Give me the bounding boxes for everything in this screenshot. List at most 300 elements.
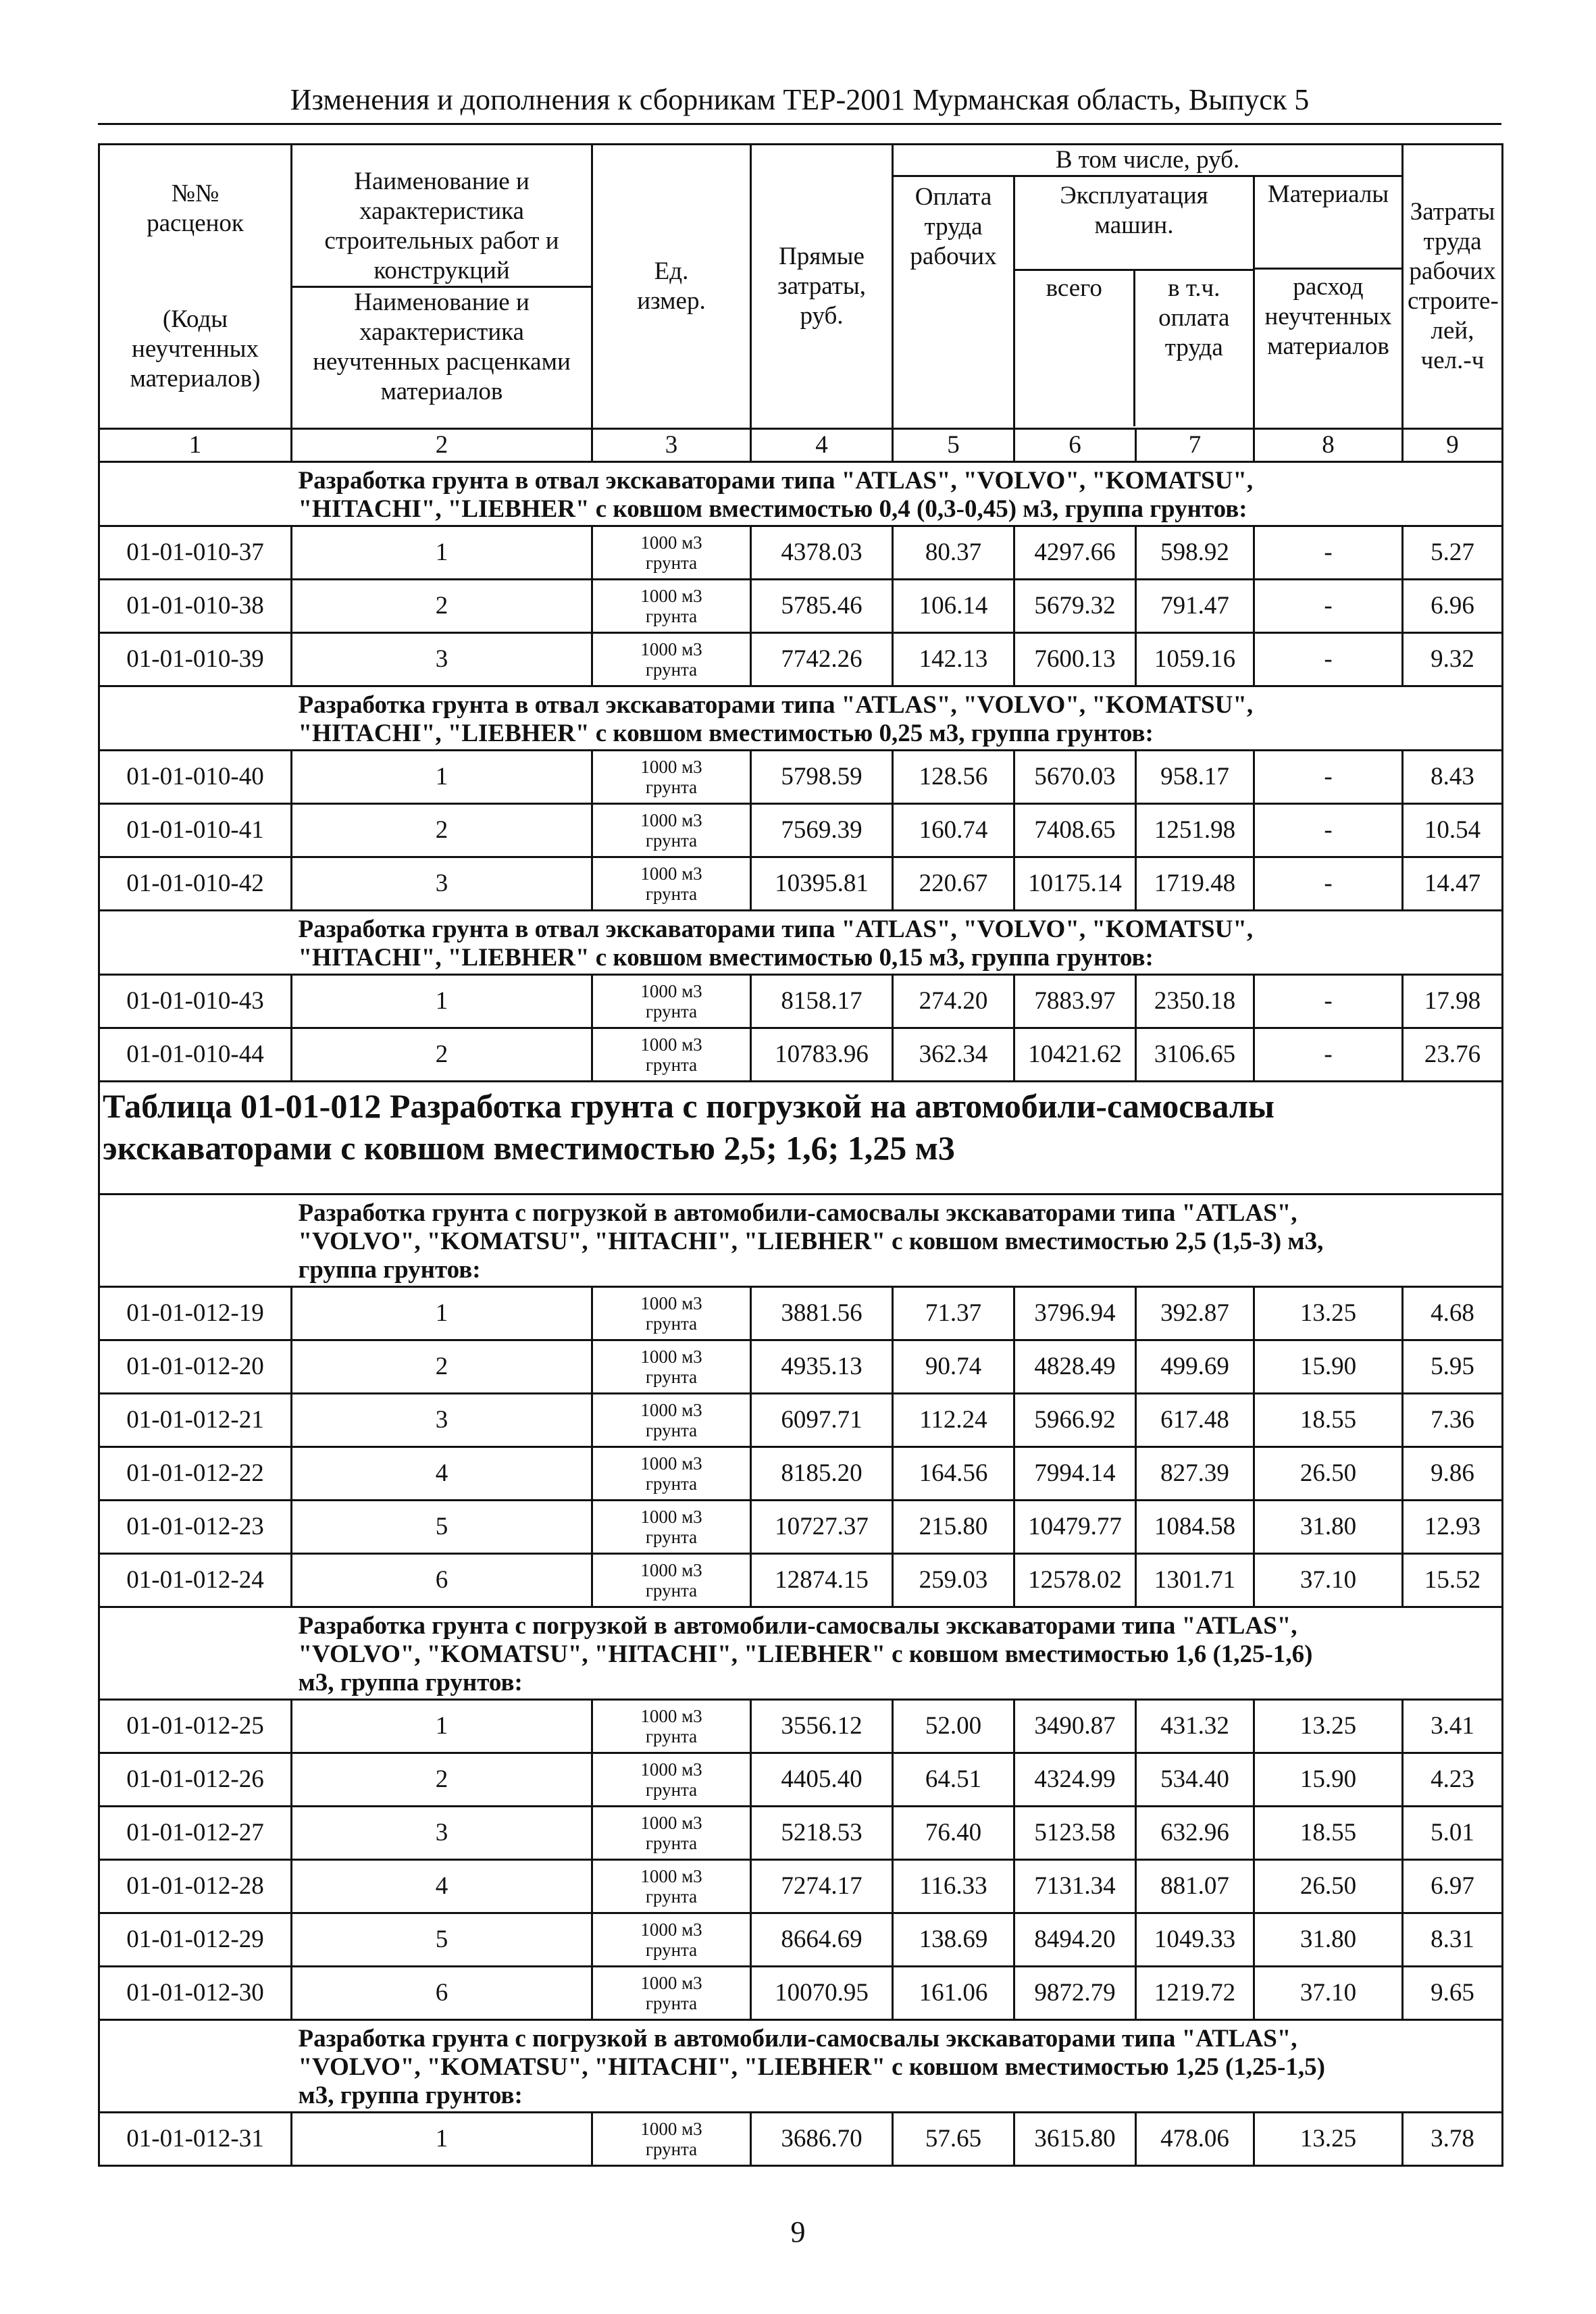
labor-hours: 4.23 <box>1403 1753 1503 1807</box>
rate-code: 01-01-010-39 <box>99 633 292 686</box>
unit-cell <box>592 1700 751 1753</box>
direct-cost: 10395.81 <box>751 857 893 911</box>
material-cost: 31.80 <box>1254 1913 1403 1967</box>
unit-bottom: грунта <box>645 777 698 797</box>
work-name: 1 <box>292 2113 592 2166</box>
work-name: 1 <box>292 526 592 580</box>
table-row <box>99 1554 1503 1607</box>
rate-code: 01-01-012-20 <box>99 1340 292 1394</box>
wage-cost: 71.37 <box>893 1287 1014 1340</box>
direct-cost: 4935.13 <box>751 1340 893 1394</box>
section-heading <box>292 1607 1503 1700</box>
machine-wage-cost: 3106.65 <box>1136 1028 1254 1082</box>
material-cost: - <box>1254 633 1403 686</box>
machine-cost: 3796.94 <box>1014 1287 1136 1340</box>
wage-cost: 164.56 <box>893 1447 1014 1501</box>
wage-cost: 106.14 <box>893 580 1014 633</box>
table-row <box>99 633 1503 686</box>
col-mach-total-header: всего <box>1015 271 1135 426</box>
labor-hours: 15.52 <box>1403 1554 1503 1607</box>
rate-code: 01-01-010-40 <box>99 751 292 804</box>
rate-code: 01-01-012-19 <box>99 1287 292 1340</box>
table-row <box>99 1287 1503 1340</box>
wage-cost: 215.80 <box>893 1501 1014 1554</box>
machine-wage-cost: 791.47 <box>1136 580 1254 633</box>
labor-hours: 4.68 <box>1403 1287 1503 1340</box>
machine-cost: 7600.13 <box>1014 633 1136 686</box>
unit-cell <box>592 1913 751 1967</box>
rate-code: 01-01-012-21 <box>99 1394 292 1447</box>
labor-hours: 12.93 <box>1403 1501 1503 1554</box>
section-heading <box>292 686 1503 751</box>
section-blank-cell <box>99 1194 292 1287</box>
table-row <box>99 1447 1503 1501</box>
header-rule <box>98 123 1501 125</box>
machine-wage-cost: 1251.98 <box>1136 804 1254 857</box>
table-row <box>99 580 1503 633</box>
work-name: 3 <box>292 1807 592 1860</box>
unit-top: 1000 м3 <box>640 1453 702 1474</box>
section-heading-row <box>99 911 1503 975</box>
unit-bottom: грунта <box>645 1726 698 1746</box>
page-number: 9 <box>790 2215 806 2248</box>
rate-code: 01-01-012-27 <box>99 1807 292 1860</box>
direct-cost: 5218.53 <box>751 1807 893 1860</box>
col-code-header: №№ расценок (Коды неучтенных материалов) <box>99 145 292 429</box>
unit-top: 1000 м3 <box>640 1034 702 1055</box>
table-row <box>99 1967 1503 2020</box>
table-row <box>99 1913 1503 1967</box>
section-blank-cell <box>99 686 292 751</box>
machine-cost: 10175.14 <box>1014 857 1136 911</box>
wage-cost: 160.74 <box>893 804 1014 857</box>
material-cost: - <box>1254 526 1403 580</box>
material-cost: - <box>1254 975 1403 1028</box>
machine-cost: 7883.97 <box>1014 975 1136 1028</box>
machine-wage-cost: 478.06 <box>1136 2113 1254 2166</box>
machine-cost: 12578.02 <box>1014 1554 1136 1607</box>
wage-cost: 142.13 <box>893 633 1014 686</box>
direct-cost: 12874.15 <box>751 1554 893 1607</box>
wage-cost: 116.33 <box>893 1860 1014 1913</box>
material-cost: 18.55 <box>1254 1807 1403 1860</box>
unit-top: 1000 м3 <box>640 1866 702 1886</box>
labor-hours: 10.54 <box>1403 804 1503 857</box>
material-cost: - <box>1254 857 1403 911</box>
direct-cost: 5798.59 <box>751 751 893 804</box>
section-heading-line: Разработка грунта с погрузкой в автомобили-самосвалы экскаваторами типа "ATLAS", <box>298 2025 1297 2053</box>
unit-top: 1000 м3 <box>640 1919 702 1940</box>
unit-top: 1000 м3 <box>640 810 702 830</box>
machine-wage-cost: 499.69 <box>1136 1340 1254 1394</box>
labor-hours: 5.01 <box>1403 1807 1503 1860</box>
work-name: 1 <box>292 751 592 804</box>
machine-wage-cost: 958.17 <box>1136 751 1254 804</box>
table-row <box>99 1501 1503 1554</box>
unit-top: 1000 м3 <box>640 1973 702 1993</box>
section-heading-row <box>99 2020 1503 2113</box>
machine-wage-cost: 1059.16 <box>1136 633 1254 686</box>
machine-cost: 4324.99 <box>1014 1753 1136 1807</box>
table-title-row <box>99 1082 1503 1194</box>
direct-cost: 4405.40 <box>751 1753 893 1807</box>
column-number: 1 <box>99 429 292 462</box>
table-row <box>99 1028 1503 1082</box>
unit-cell <box>592 1807 751 1860</box>
work-name: 1 <box>292 975 592 1028</box>
direct-cost: 4378.03 <box>751 526 893 580</box>
table-row <box>99 526 1503 580</box>
section-heading <box>292 462 1503 526</box>
section-heading-line: Разработка грунта в отвал экскаваторами типа "ATLAS", "VOLVO", "KOMATSU", <box>298 691 1254 719</box>
machine-cost: 3490.87 <box>1014 1700 1136 1753</box>
labor-hours: 6.96 <box>1403 580 1503 633</box>
rate-code: 01-01-012-29 <box>99 1913 292 1967</box>
column-number: 8 <box>1254 429 1403 462</box>
material-cost: 13.25 <box>1254 1287 1403 1340</box>
section-heading-line: м3, группа грунтов: <box>298 2082 523 2109</box>
wage-cost: 52.00 <box>893 1700 1014 1753</box>
machine-cost: 10421.62 <box>1014 1028 1136 1082</box>
work-name: 6 <box>292 1554 592 1607</box>
labor-hours: 9.65 <box>1403 1967 1503 2020</box>
rates-table <box>98 143 1503 2167</box>
table-title-line: Таблица 01-01-012 Разработка грунта с погрузкой на автомобили-самосвалы <box>103 1087 1275 1125</box>
section-heading-line: "HITACHI", "LIEBHER" с ковшом вместимостью 0,15 м3, группа грунтов: <box>298 944 1154 972</box>
column-number: 9 <box>1403 429 1503 462</box>
unit-top: 1000 м3 <box>640 1347 702 1367</box>
work-name: 3 <box>292 857 592 911</box>
direct-cost: 6097.71 <box>751 1394 893 1447</box>
unit-top: 1000 м3 <box>640 532 702 553</box>
wage-cost: 259.03 <box>893 1554 1014 1607</box>
labor-hours: 6.97 <box>1403 1860 1503 1913</box>
section-blank-cell <box>99 911 292 975</box>
unit-top: 1000 м3 <box>640 1507 702 1527</box>
unit-cell <box>592 2113 751 2166</box>
unit-bottom: грунта <box>645 1001 698 1022</box>
direct-cost: 8158.17 <box>751 975 893 1028</box>
unit-cell <box>592 1447 751 1501</box>
unit-top: 1000 м3 <box>640 2119 702 2139</box>
unit-bottom: грунта <box>645 606 698 626</box>
table-row <box>99 2113 1503 2166</box>
rate-code: 01-01-012-28 <box>99 1860 292 1913</box>
col-mat-header: Материалы расход неучтенных материалов <box>1254 176 1403 429</box>
direct-cost: 10783.96 <box>751 1028 893 1082</box>
section-heading-row <box>99 1194 1503 1287</box>
section-blank-cell <box>99 2020 292 2113</box>
labor-hours: 17.98 <box>1403 975 1503 1028</box>
material-cost: 13.25 <box>1254 1700 1403 1753</box>
unit-top: 1000 м3 <box>640 1400 702 1420</box>
labor-hours: 7.36 <box>1403 1394 1503 1447</box>
wage-cost: 362.34 <box>893 1028 1014 1082</box>
table-row <box>99 804 1503 857</box>
material-cost: 37.10 <box>1254 1967 1403 2020</box>
unit-top: 1000 м3 <box>640 586 702 606</box>
unit-cell <box>592 1501 751 1554</box>
unit-bottom: грунта <box>645 1886 698 1907</box>
machine-wage-cost: 534.40 <box>1136 1753 1254 1807</box>
unit-bottom: грунта <box>645 830 698 851</box>
direct-cost: 10727.37 <box>751 1501 893 1554</box>
wage-cost: 128.56 <box>893 751 1014 804</box>
unit-top: 1000 м3 <box>640 981 702 1001</box>
wage-cost: 274.20 <box>893 975 1014 1028</box>
table-row <box>99 1753 1503 1807</box>
labor-hours: 3.41 <box>1403 1700 1503 1753</box>
unit-bottom: грунта <box>645 1993 698 2013</box>
column-number: 2 <box>292 429 592 462</box>
unit-bottom: грунта <box>645 1780 698 1800</box>
machine-wage-cost: 617.48 <box>1136 1394 1254 1447</box>
unit-bottom: грунта <box>645 553 698 573</box>
unit-bottom: грунта <box>645 1313 698 1334</box>
wage-cost: 161.06 <box>893 1967 1014 2020</box>
unit-cell <box>592 580 751 633</box>
machine-wage-cost: 1084.58 <box>1136 1501 1254 1554</box>
section-heading-line: м3, группа грунтов: <box>298 1669 523 1696</box>
unit-cell <box>592 857 751 911</box>
section-heading-line: "VOLVO", "KOMATSU", "HITACHI", "LIEBHER" с ковшом вместимостью 2,5 (1,5-3) м3, <box>298 1228 1324 1255</box>
unit-cell <box>592 1340 751 1394</box>
section-heading-line: "HITACHI", "LIEBHER" с ковшом вместимостью 0,4 (0,3-0,45) м3, группа грунтов: <box>298 495 1247 523</box>
material-cost: - <box>1254 580 1403 633</box>
work-name: 2 <box>292 1340 592 1394</box>
machine-wage-cost: 431.32 <box>1136 1700 1254 1753</box>
column-number: 5 <box>893 429 1014 462</box>
work-name: 4 <box>292 1447 592 1501</box>
column-number-row <box>99 429 1503 462</box>
unit-top: 1000 м3 <box>640 863 702 884</box>
col-mach-header: Эксплуатация машин. всего в т.ч. оплата труда <box>1014 176 1254 429</box>
wage-cost: 138.69 <box>893 1913 1014 1967</box>
table-row <box>99 975 1503 1028</box>
rate-code: 01-01-012-26 <box>99 1753 292 1807</box>
material-cost: 15.90 <box>1254 1753 1403 1807</box>
work-name: 4 <box>292 1860 592 1913</box>
column-number: 4 <box>751 429 893 462</box>
work-name: 5 <box>292 1913 592 1967</box>
unit-cell <box>592 1967 751 2020</box>
unit-cell <box>592 1287 751 1340</box>
table-title <box>99 1082 1503 1194</box>
col-mach-wage-header: в т.ч. оплата труда <box>1158 274 1230 361</box>
column-number: 3 <box>592 429 751 462</box>
labor-hours: 5.95 <box>1403 1340 1503 1394</box>
section-heading-line: группа грунтов: <box>298 1256 481 1284</box>
wage-cost: 220.67 <box>893 857 1014 911</box>
rate-code: 01-01-012-22 <box>99 1447 292 1501</box>
unit-cell <box>592 751 751 804</box>
rate-code: 01-01-012-31 <box>99 2113 292 2166</box>
unit-cell <box>592 804 751 857</box>
section-heading-line: "VOLVO", "KOMATSU", "HITACHI", "LIEBHER" с ковшом вместимостью 1,25 (1,25-1,5) <box>298 2053 1325 2081</box>
page-header: Изменения и дополнения к сборникам ТЕР-2001 Мурманская область, Выпуск 5 <box>290 83 1310 116</box>
section-heading <box>292 2020 1503 2113</box>
labor-hours: 3.78 <box>1403 2113 1503 2166</box>
machine-cost: 3615.80 <box>1014 2113 1136 2166</box>
rate-code: 01-01-010-44 <box>99 1028 292 1082</box>
machine-cost: 4297.66 <box>1014 526 1136 580</box>
section-heading-line: "VOLVO", "KOMATSU", "HITACHI", "LIEBHER" с ковшом вместимостью 1,6 (1,25-1,6) <box>298 1640 1313 1668</box>
unit-bottom: грунта <box>645 1527 698 1547</box>
unit-cell <box>592 633 751 686</box>
direct-cost: 3686.70 <box>751 2113 893 2166</box>
col-name-header: Наименование и характеристика строительных работ и конструкций Наименование и характеристика неучтенных расценками материалов <box>292 145 592 429</box>
direct-cost: 8185.20 <box>751 1447 893 1501</box>
labor-hours: 14.47 <box>1403 857 1503 911</box>
unit-bottom: грунта <box>645 1367 698 1387</box>
wage-cost: 76.40 <box>893 1807 1014 1860</box>
material-cost: - <box>1254 751 1403 804</box>
machine-cost: 4828.49 <box>1014 1340 1136 1394</box>
machine-cost: 10479.77 <box>1014 1501 1136 1554</box>
col-incl-header: В том числе, руб. <box>893 145 1403 176</box>
wage-cost: 90.74 <box>893 1340 1014 1394</box>
work-name: 2 <box>292 804 592 857</box>
unit-bottom: грунта <box>645 1940 698 1960</box>
work-name: 1 <box>292 1287 592 1340</box>
direct-cost: 7274.17 <box>751 1860 893 1913</box>
rate-code: 01-01-012-25 <box>99 1700 292 1753</box>
rate-code: 01-01-010-42 <box>99 857 292 911</box>
work-name: 1 <box>292 1700 592 1753</box>
work-name: 2 <box>292 1028 592 1082</box>
unit-cell <box>592 975 751 1028</box>
column-number: 7 <box>1136 429 1254 462</box>
labor-hours: 5.27 <box>1403 526 1503 580</box>
machine-cost: 9872.79 <box>1014 1967 1136 2020</box>
unit-top: 1000 м3 <box>640 1293 702 1313</box>
col-wage-header: Оплата труда рабочих <box>893 176 1014 429</box>
work-name: 5 <box>292 1501 592 1554</box>
section-heading-line: Разработка грунта в отвал экскаваторами типа "ATLAS", "VOLVO", "KOMATSU", <box>298 467 1254 495</box>
unit-bottom: грунта <box>645 884 698 904</box>
direct-cost: 3881.56 <box>751 1287 893 1340</box>
section-heading-row <box>99 686 1503 751</box>
work-name: 2 <box>292 1753 592 1807</box>
rate-code: 01-01-012-23 <box>99 1501 292 1554</box>
wage-cost: 80.37 <box>893 526 1014 580</box>
work-name: 2 <box>292 580 592 633</box>
section-blank-cell <box>99 1607 292 1700</box>
machine-cost: 8494.20 <box>1014 1913 1136 1967</box>
direct-cost: 8664.69 <box>751 1913 893 1967</box>
section-heading-row <box>99 1607 1503 1700</box>
machine-wage-cost: 881.07 <box>1136 1860 1254 1913</box>
table-title-line: экскаваторами с ковшом вместимостью 2,5; 1,6; 1,25 м3 <box>103 1129 955 1167</box>
unit-bottom: грунта <box>645 1420 698 1440</box>
section-heading-row <box>99 462 1503 526</box>
unit-bottom: грунта <box>645 1474 698 1494</box>
machine-cost: 5123.58 <box>1014 1807 1136 1860</box>
machine-cost: 7408.65 <box>1014 804 1136 857</box>
unit-top: 1000 м3 <box>640 1813 702 1833</box>
direct-cost: 7569.39 <box>751 804 893 857</box>
unit-cell <box>592 1394 751 1447</box>
section-heading <box>292 1194 1503 1287</box>
section-heading-line: Разработка грунта с погрузкой в автомобили-самосвалы экскаваторами типа "ATLAS", <box>298 1199 1297 1227</box>
rate-code: 01-01-010-41 <box>99 804 292 857</box>
unit-cell <box>592 1860 751 1913</box>
material-cost: 18.55 <box>1254 1394 1403 1447</box>
machine-wage-cost: 392.87 <box>1136 1287 1254 1340</box>
rate-code: 01-01-010-43 <box>99 975 292 1028</box>
machine-cost: 5670.03 <box>1014 751 1136 804</box>
material-cost: - <box>1254 1028 1403 1082</box>
table-row <box>99 1700 1503 1753</box>
machine-wage-cost: 2350.18 <box>1136 975 1254 1028</box>
labor-hours: 9.32 <box>1403 633 1503 686</box>
unit-top: 1000 м3 <box>640 1560 702 1580</box>
table-row <box>99 1807 1503 1860</box>
wage-cost: 57.65 <box>893 2113 1014 2166</box>
table-row <box>99 857 1503 911</box>
labor-hours: 8.43 <box>1403 751 1503 804</box>
rate-code: 01-01-010-37 <box>99 526 292 580</box>
table-row <box>99 1340 1503 1394</box>
unit-bottom: грунта <box>645 1580 698 1601</box>
labor-hours: 23.76 <box>1403 1028 1503 1082</box>
unit-top: 1000 м3 <box>640 639 702 659</box>
unit-cell <box>592 1753 751 1807</box>
machine-wage-cost: 1049.33 <box>1136 1913 1254 1967</box>
labor-hours: 8.31 <box>1403 1913 1503 1967</box>
table-row <box>99 1860 1503 1913</box>
unit-top: 1000 м3 <box>640 1706 702 1726</box>
section-heading-line: Разработка грунта с погрузкой в автомобили-самосвалы экскаваторами типа "ATLAS", <box>298 1612 1297 1640</box>
machine-wage-cost: 827.39 <box>1136 1447 1254 1501</box>
unit-bottom: грунта <box>645 2139 698 2159</box>
column-number: 6 <box>1014 429 1136 462</box>
machine-wage-cost: 598.92 <box>1136 526 1254 580</box>
direct-cost: 3556.12 <box>751 1700 893 1753</box>
material-cost: 13.25 <box>1254 2113 1403 2166</box>
unit-bottom: грунта <box>645 1055 698 1075</box>
work-name: 3 <box>292 633 592 686</box>
machine-wage-cost: 632.96 <box>1136 1807 1254 1860</box>
material-cost: 15.90 <box>1254 1340 1403 1394</box>
unit-bottom: грунта <box>645 1833 698 1853</box>
unit-top: 1000 м3 <box>640 757 702 777</box>
section-blank-cell <box>99 462 292 526</box>
col-labor-header: Затраты труда рабочих строите- лей, чел.-ч <box>1403 145 1503 429</box>
machine-wage-cost: 1301.71 <box>1136 1554 1254 1607</box>
material-cost: 26.50 <box>1254 1447 1403 1501</box>
machine-cost: 5679.32 <box>1014 580 1136 633</box>
material-cost: 31.80 <box>1254 1501 1403 1554</box>
unit-cell <box>592 1028 751 1082</box>
rate-code: 01-01-012-30 <box>99 1967 292 2020</box>
section-heading-line: "HITACHI", "LIEBHER" с ковшом вместимостью 0,25 м3, группа грунтов: <box>298 720 1154 747</box>
unit-cell <box>592 1554 751 1607</box>
machine-cost: 7131.34 <box>1014 1860 1136 1913</box>
direct-cost: 5785.46 <box>751 580 893 633</box>
machine-wage-cost: 1219.72 <box>1136 1967 1254 2020</box>
material-cost: - <box>1254 804 1403 857</box>
table-row <box>99 751 1503 804</box>
work-name: 3 <box>292 1394 592 1447</box>
unit-top: 1000 м3 <box>640 1759 702 1780</box>
direct-cost: 7742.26 <box>751 633 893 686</box>
table-header-row-top <box>99 145 1503 176</box>
work-name: 6 <box>292 1967 592 2020</box>
machine-cost: 5966.92 <box>1014 1394 1136 1447</box>
table-row <box>99 1394 1503 1447</box>
labor-hours: 9.86 <box>1403 1447 1503 1501</box>
